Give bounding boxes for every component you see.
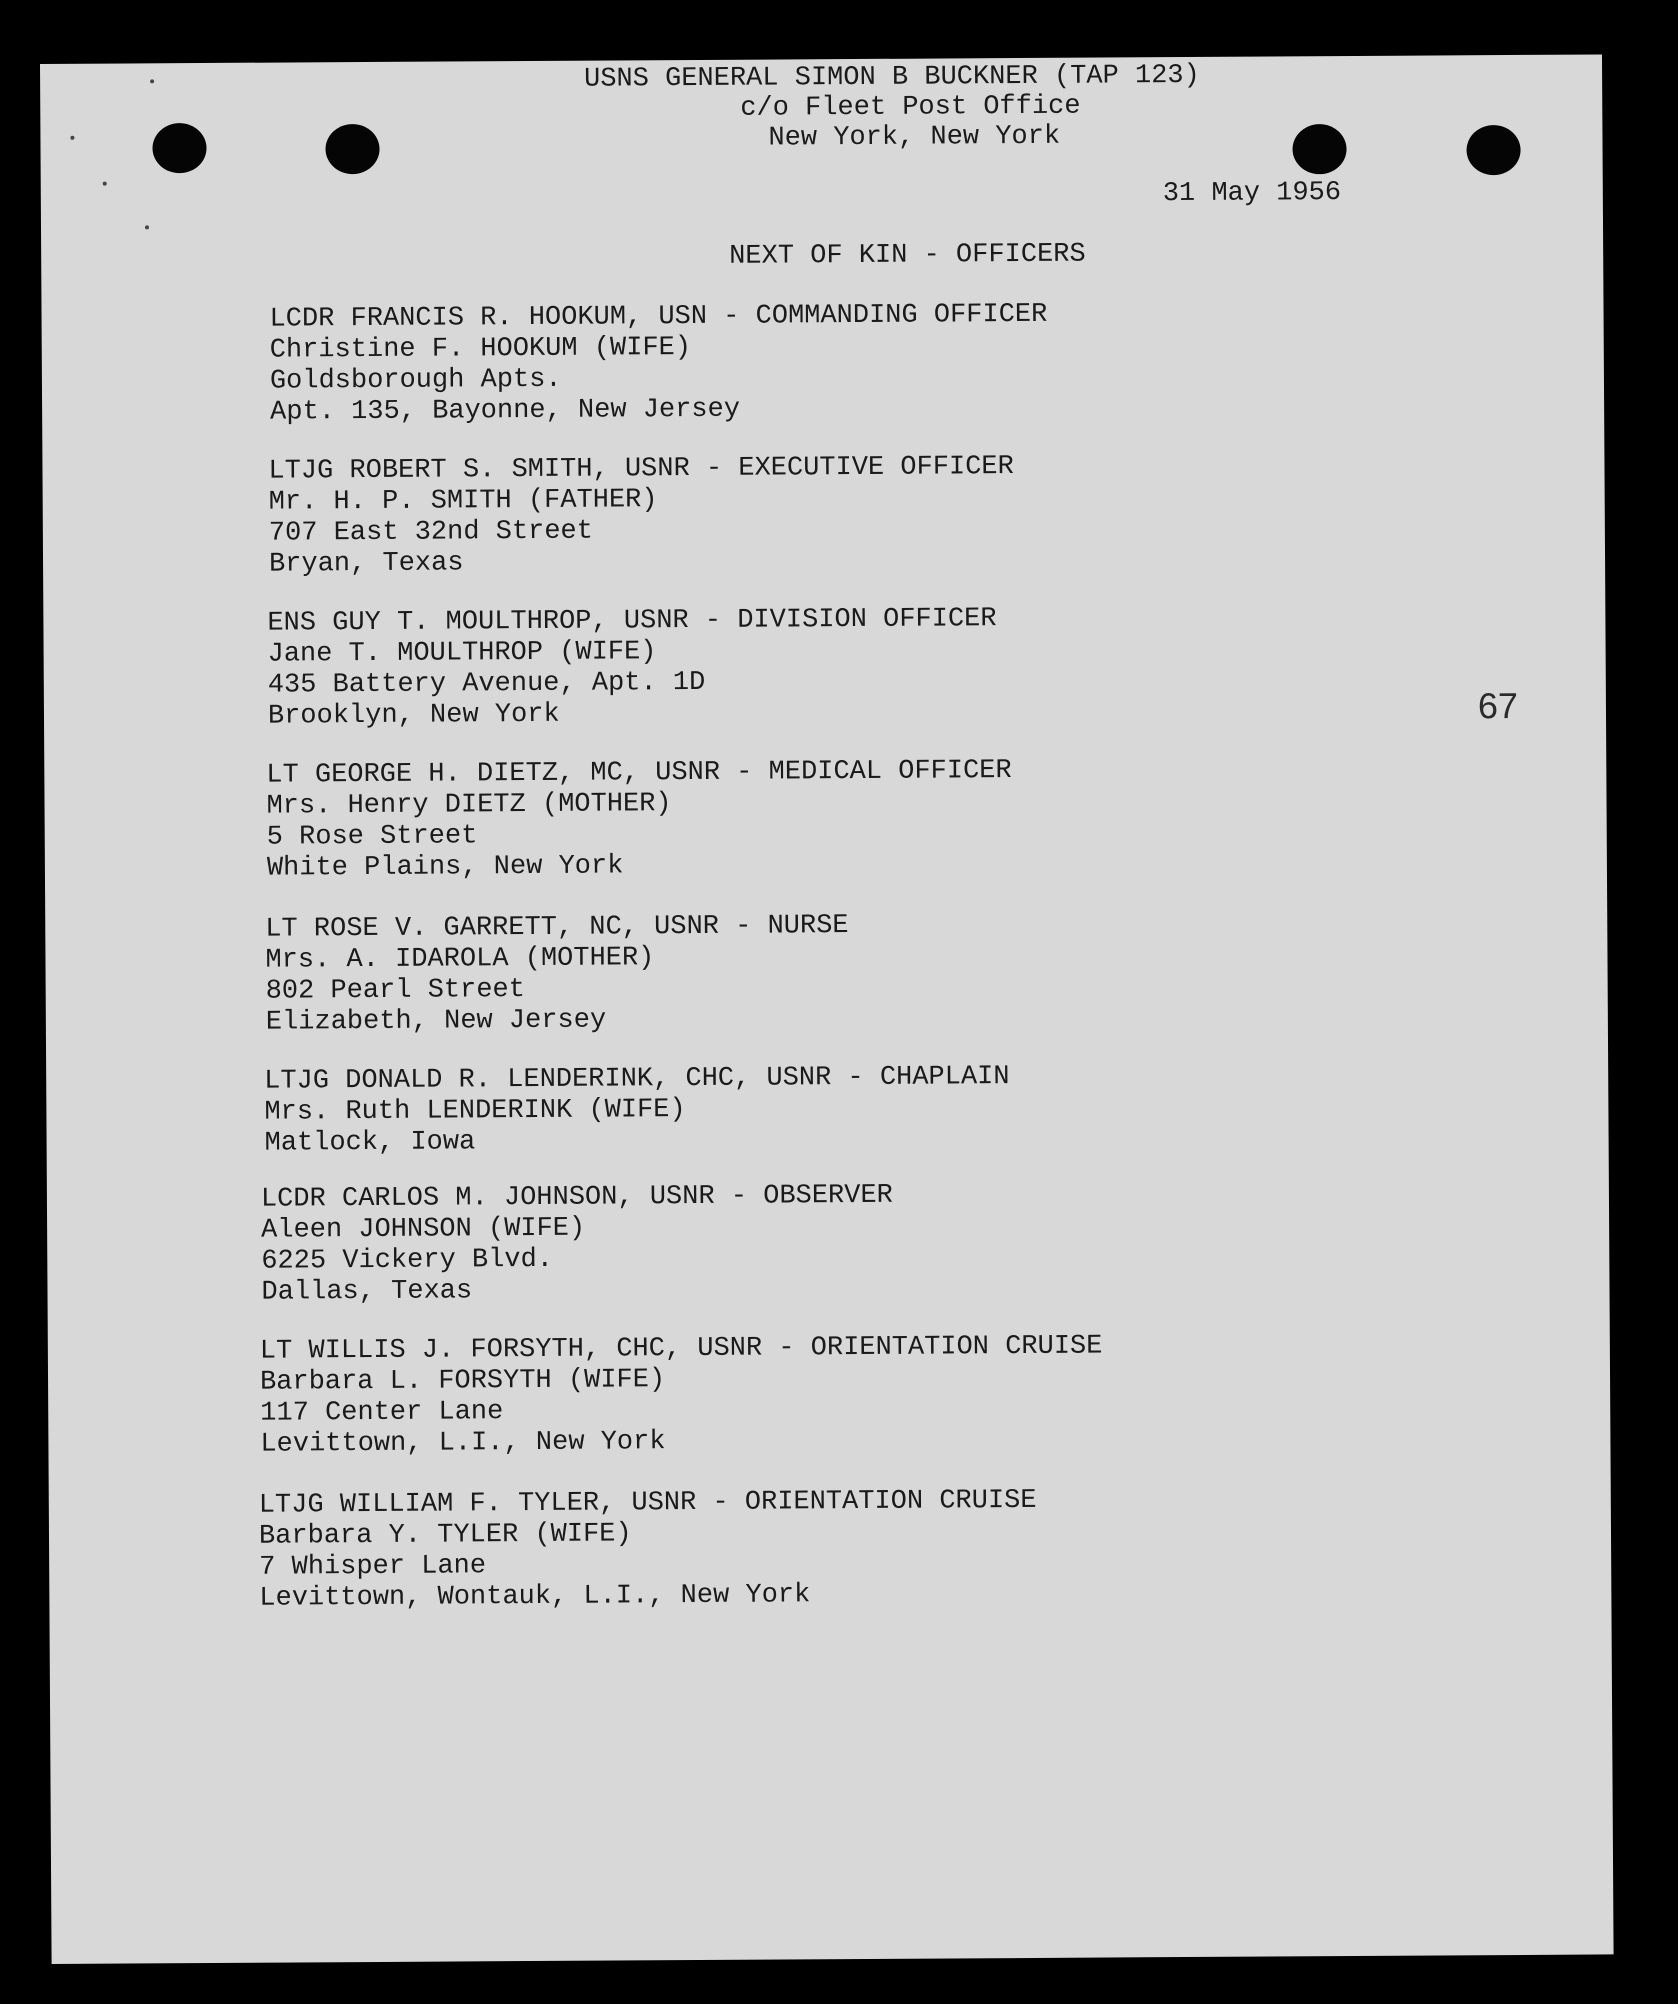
letterhead-city: New York, New York [768,121,1061,154]
kin-line: Mr. H. P. SMITH (FATHER) [268,485,658,518]
officer-line: LCDR CARLOS M. JOHNSON, USNR - OBSERVER [260,1180,893,1215]
binder-hole-1 [152,123,206,173]
officer-line: LCDR FRANCIS R. HOOKUM, USN - COMMANDING OFFICER [269,299,1048,335]
address-line-1: 117 Center Lane [260,1397,504,1429]
kin-line: Barbara Y. TYLER (WIFE) [258,1519,632,1552]
letterhead [40,54,1602,154]
list-item [268,452,1014,581]
paper-speck [145,225,149,229]
list-item [259,1486,1037,1615]
list-item [269,300,1047,429]
address-line-2: Apt. 135, Bayonne, New Jersey [270,394,741,428]
document-page [40,54,1614,1964]
document-heading: NEXT OF KIN - OFFICERS [729,239,1086,272]
paper-speck [103,182,107,186]
list-item [261,1181,894,1309]
list-item [264,1062,1010,1191]
address-line-2: Bryan, Texas [268,548,464,580]
address-line-1: Goldsborough Apts. [269,364,562,397]
list-item [260,1332,1103,1461]
page-number: 67 [1477,684,1519,727]
kin-line: Jane T. MOULTHROP (WIFE) [267,637,657,670]
officer-line: LTJG DONALD R. LENDERINK, CHC, USNR - CHAPLAIN [264,1062,1010,1097]
address-line-2: Levittown, L.I., New York [260,1427,666,1460]
officer-line: LTJG ROBERT S. SMITH, USNR - EXECUTIVE OFFICER [268,452,1014,487]
officer-line: LT WILLIS J. FORSYTH, CHC, USNR - ORIENTATION CRUISE [259,1331,1103,1367]
kin-line: Mrs. A. IDAROLA (MOTHER) [265,943,655,976]
letterhead-ship: USNS GENERAL SIMON B BUCKNER (TAP 123) [584,60,1200,95]
address-line-1: 7 Whisper Lane [259,1551,487,1583]
address-line-1: 6225 Vickery Blvd. [261,1244,554,1277]
address-line-2: White Plains, New York [266,851,624,884]
paper-speck [150,79,154,83]
address-line-2: Levittown, Wontauk, L.I., New York [259,1580,811,1614]
list-item [265,911,849,1039]
binder-hole-3 [1292,124,1346,174]
address-line-1: 802 Pearl Street [265,975,526,1007]
officer-line: LTJG WILLIAM F. TYLER, USNR - ORIENTATION CRUISE [258,1485,1037,1521]
document-date: 31 May 1956 [1162,178,1342,210]
address-line-2: Elizabeth, New Jersey [265,1005,607,1038]
binder-hole-2 [325,124,379,174]
officer-line: ENS GUY T. MOULTHROP, USNR - DIVISION OFFICER [267,604,997,639]
address-line-1: 5 Rose Street [266,821,478,853]
kin-line: Barbara L. FORSYTH (WIFE) [259,1365,666,1398]
kin-line: Mrs. Ruth LENDERINK (WIFE) [264,1095,686,1128]
officer-line: LT GEORGE H. DIETZ, MC, USNR - MEDICAL OFFICER [266,756,1012,791]
list-item [266,756,1012,885]
kin-line: Christine F. HOOKUM (WIFE) [269,333,692,366]
address-line-1: Matlock, Iowa [264,1127,476,1159]
officer-line: LT ROSE V. GARRETT, NC, USNR - NURSE [265,911,849,945]
address-line-1: 707 East 32nd Street [268,516,594,549]
address-line-1: 435 Battery Avenue, Apt. 1D [267,667,706,701]
address-line-2: Dallas, Texas [261,1276,473,1308]
address-line-2: Brooklyn, New York [267,699,560,732]
paper-speck [70,136,74,140]
binder-hole-4 [1466,125,1520,175]
kin-line: Aleen JOHNSON (WIFE) [261,1213,586,1246]
kin-line: Mrs. Henry DIETZ (MOTHER) [266,789,672,822]
list-item [267,604,997,732]
letterhead-office: c/o Fleet Post Office [740,91,1081,124]
